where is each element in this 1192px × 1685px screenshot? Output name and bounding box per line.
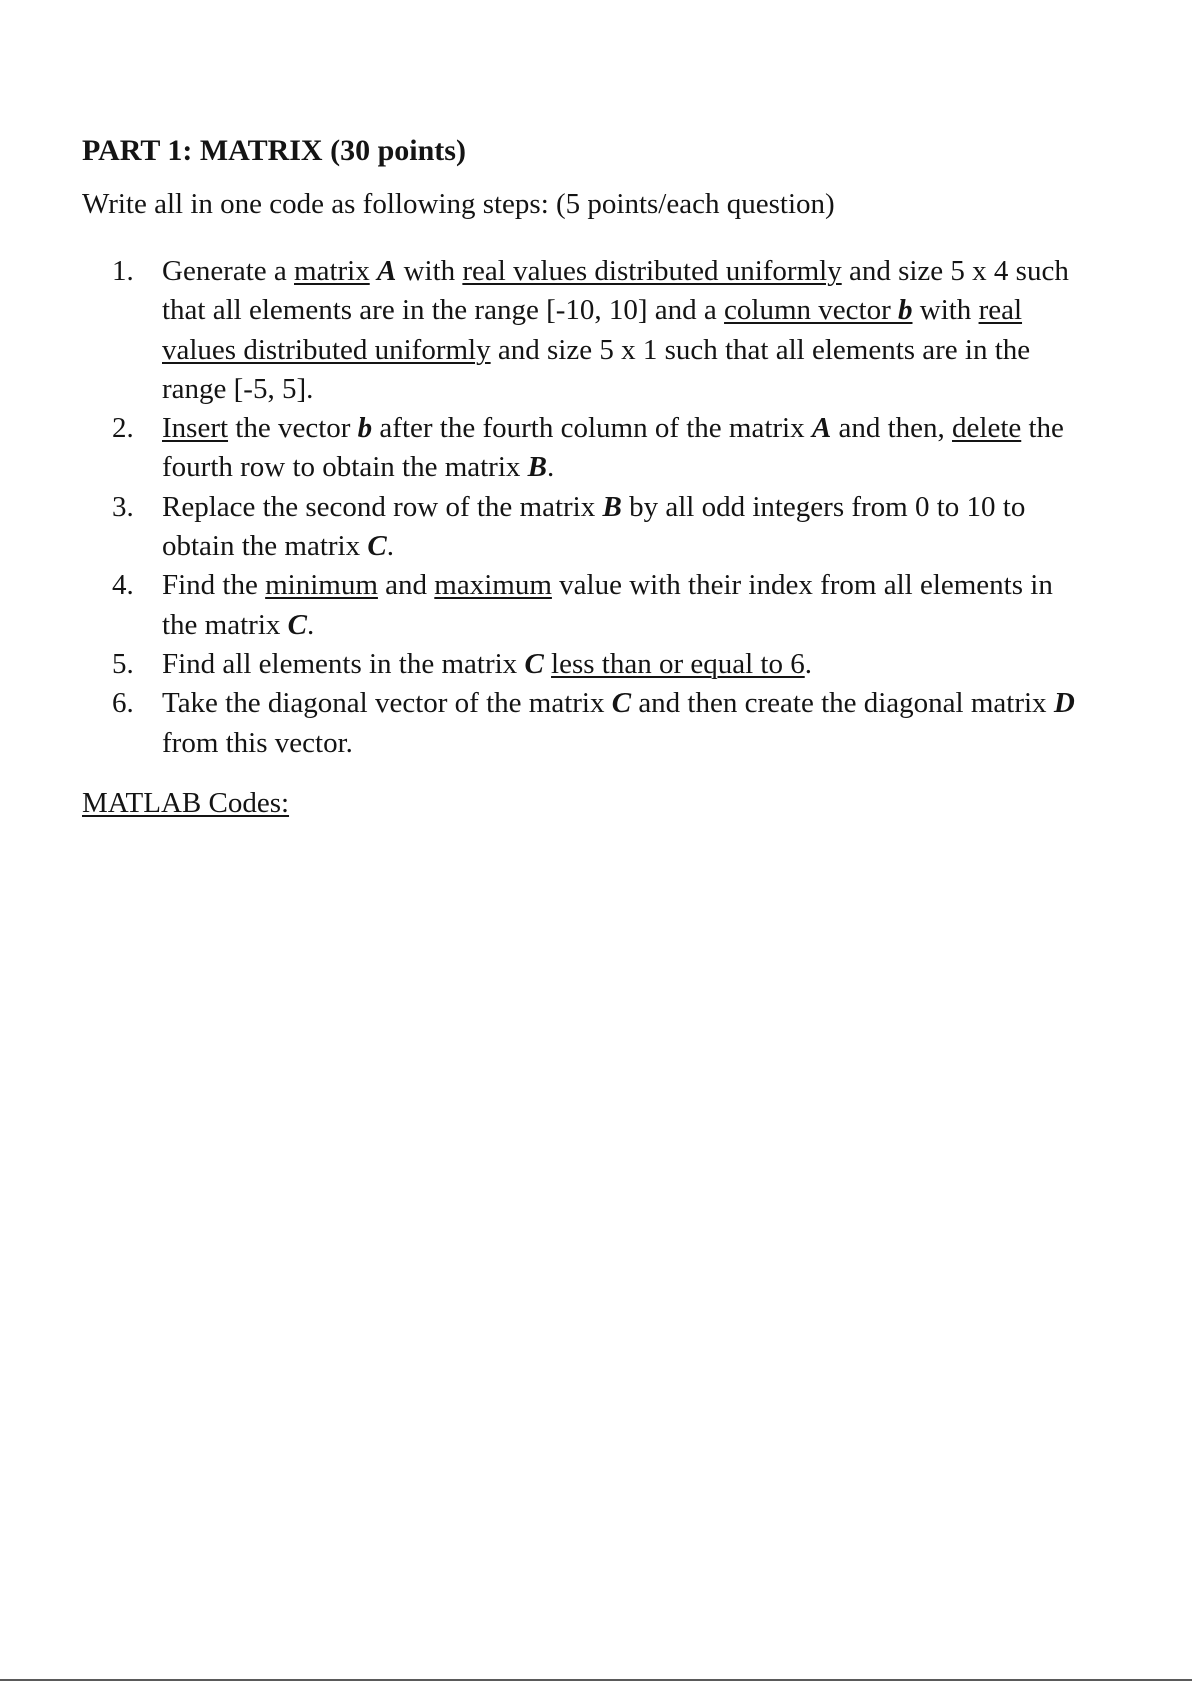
question-item-3 <box>112 488 1192 567</box>
text-run <box>370 255 377 287</box>
text-run: Take the diagonal vector of the matrix <box>162 687 612 720</box>
text-run: and then, <box>831 412 953 445</box>
question-number: 3. <box>112 490 134 523</box>
question-number: 5. <box>112 647 134 680</box>
question-line <box>162 331 1192 370</box>
question-number: 1. <box>112 255 134 287</box>
text-run: after the fourth column of the matrix <box>372 412 812 445</box>
question-line <box>162 252 1192 291</box>
variable-name: C <box>287 608 307 641</box>
text-run: Find the <box>162 569 266 602</box>
text-run: column vector <box>724 294 898 327</box>
text-run: obtain the matrix <box>162 530 368 563</box>
question-line <box>162 448 1192 487</box>
text-run: Generate a <box>162 255 295 287</box>
matlab-codes-heading: MATLAB Codes: <box>82 787 290 819</box>
text-run: fourth row to obtain the matrix <box>162 451 528 484</box>
question-item-6 <box>112 684 1192 763</box>
underlined-term: real values distributed uniformly <box>462 255 842 287</box>
text-run: value with their index from all elements in <box>551 569 1053 602</box>
question-item-5 <box>112 645 1192 684</box>
question-line <box>162 488 1192 527</box>
text-run <box>544 648 551 680</box>
question-line <box>162 527 1192 566</box>
text-run: with <box>396 255 463 287</box>
part-title: PART 1: MATRIX (30 points) <box>82 134 466 167</box>
question-line <box>162 684 1192 723</box>
underlined-term: delete <box>952 412 1022 445</box>
question-number: 4. <box>112 569 134 602</box>
text-run: Replace the second row of the matrix <box>162 490 603 523</box>
question-line <box>162 566 1192 605</box>
text-run: that all elements are in the range [-10, 10] and a <box>162 294 725 327</box>
text-run: . <box>804 647 812 680</box>
question-line <box>162 645 1192 684</box>
underlined-term: values distributed uniformly <box>162 333 491 366</box>
text-run: with <box>912 294 979 327</box>
variable-name: b <box>357 412 373 445</box>
text-run: the vector <box>228 412 358 445</box>
underlined-term: real <box>978 294 1023 327</box>
question-line <box>162 724 1192 763</box>
underlined-term: less than or equal to 6 <box>551 647 805 680</box>
text-run: from this vector. <box>162 726 353 759</box>
variable-name: C <box>524 647 544 680</box>
underlined-term: maximum <box>434 569 552 602</box>
variable-name: A <box>811 412 832 445</box>
text-run: and then create the diagonal matrix <box>631 687 1054 720</box>
underlined-term: Insert <box>162 412 229 445</box>
underlined-term: matrix <box>294 255 370 287</box>
variable-name: A <box>376 255 397 287</box>
question-number: 6. <box>112 687 134 720</box>
text-run: and <box>377 569 435 602</box>
question-line <box>162 291 1192 330</box>
question-list <box>112 252 1112 763</box>
text-run: by all odd integers from 0 to 10 to <box>621 490 1026 523</box>
variable-name: b <box>898 294 913 327</box>
instructions-text: Write all in one code as following steps: (5 points/each question) <box>82 188 835 220</box>
underlined-term <box>724 294 912 326</box>
text-run: and size 5 x 1 such that all elements are in the <box>490 333 1031 366</box>
variable-name: B <box>602 490 622 523</box>
variable-name: B <box>527 451 547 484</box>
underlined-term: minimum <box>265 569 378 602</box>
text-run: the <box>1021 412 1064 445</box>
text-run: and size 5 x 4 such <box>841 255 1069 287</box>
text-run: . <box>306 608 315 641</box>
question-line <box>162 409 1192 448</box>
question-item-1 <box>112 252 1192 409</box>
variable-name: C <box>611 687 632 720</box>
question-number: 2. <box>112 412 134 445</box>
question-line <box>162 606 1192 645</box>
question-item-2 <box>112 409 1192 488</box>
text-run: the matrix <box>162 608 288 641</box>
text-run: . <box>386 530 394 563</box>
text-run: . <box>547 451 555 484</box>
page-bottom-rule <box>0 1679 1192 1681</box>
text-run: range [-5, 5]. <box>162 372 314 405</box>
question-item-4 <box>112 566 1192 645</box>
variable-name: D <box>1053 687 1075 720</box>
variable-name: C <box>367 530 387 563</box>
text-run: Find all elements in the matrix <box>162 647 525 680</box>
question-line <box>162 370 1192 409</box>
